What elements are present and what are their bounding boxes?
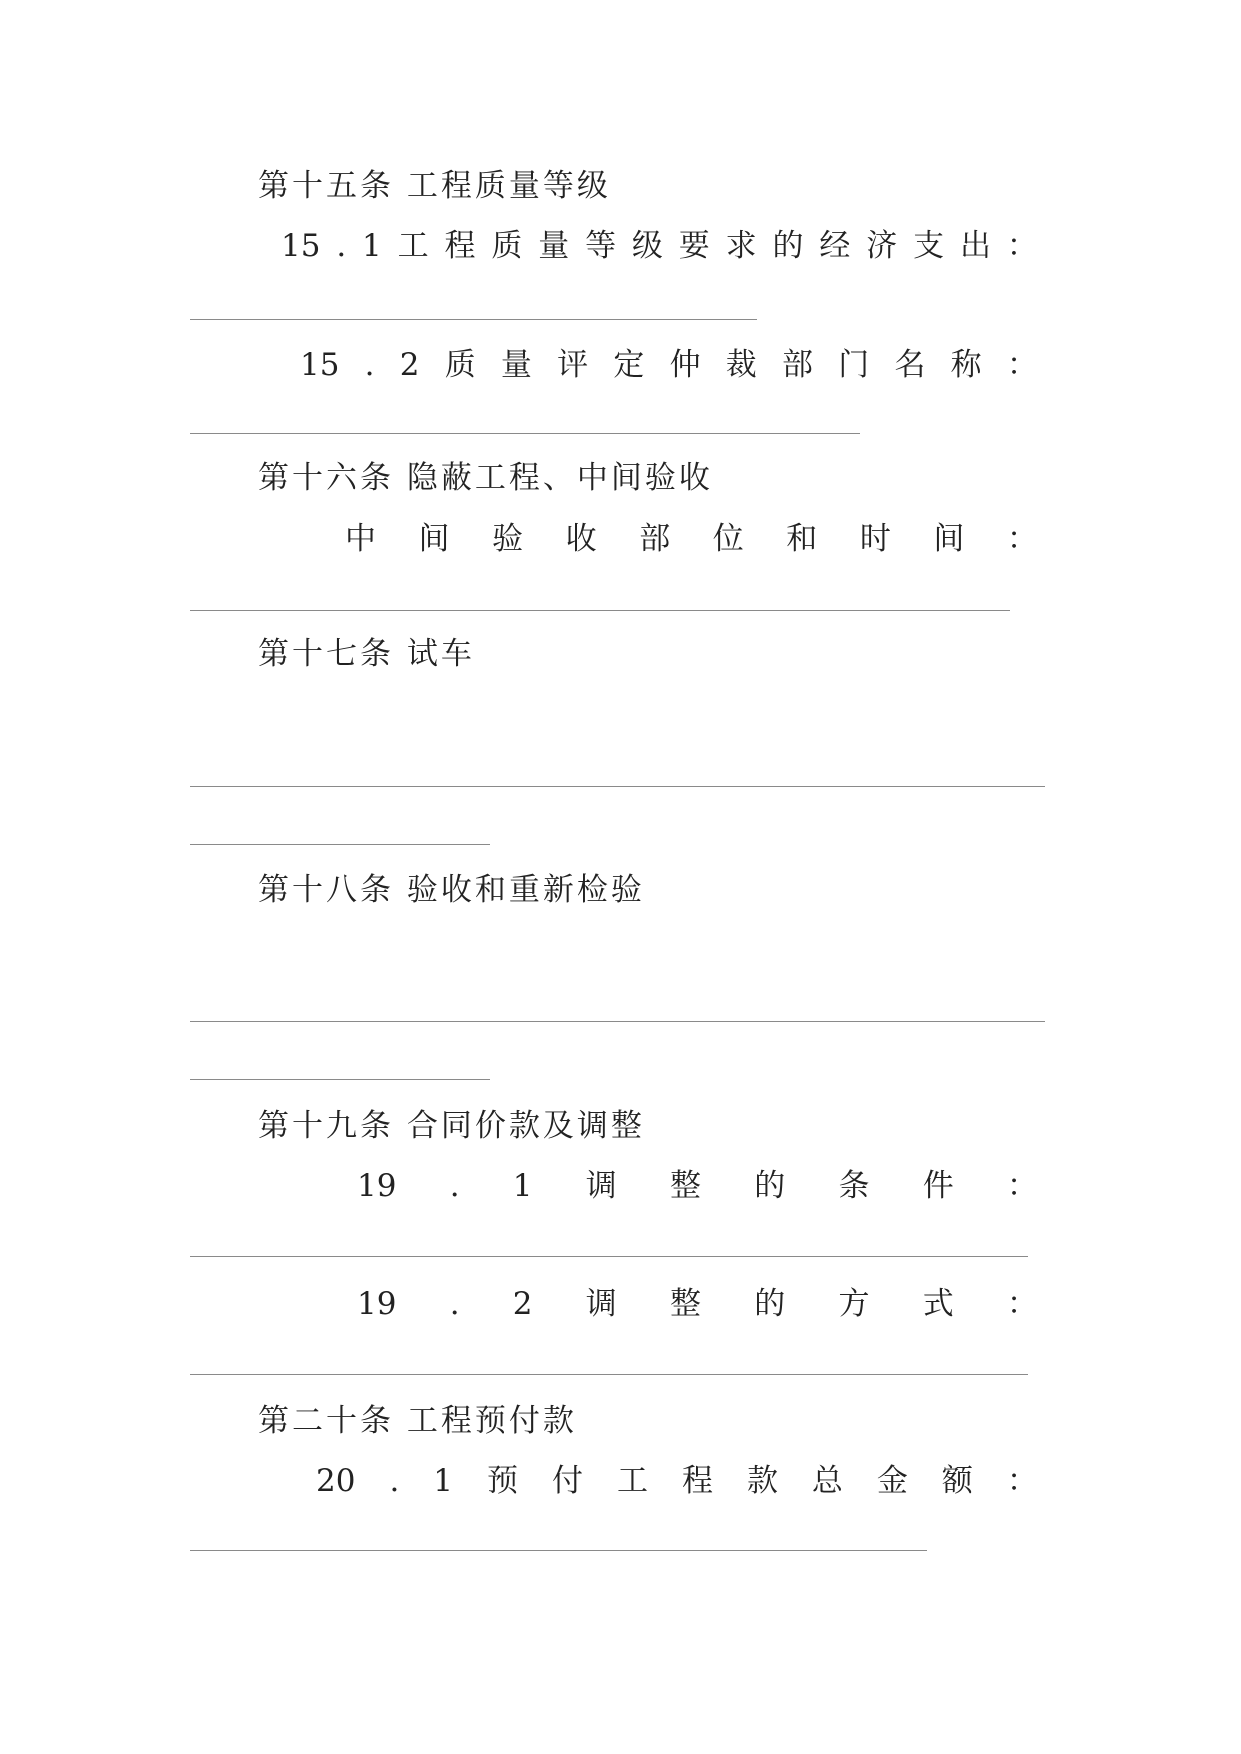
section-20-heading: 第二十条 工程预付款: [258, 1403, 577, 1439]
text-fragment: 条: [838, 1168, 870, 1204]
section-15-item-1: [281, 226, 1038, 266]
text-fragment: 间: [933, 521, 965, 557]
text-fragment: .: [364, 347, 375, 383]
blank-line-18-2[interactable]: [190, 1079, 490, 1080]
section-19-item-1: [357, 1166, 1038, 1206]
text-fragment: 件: [922, 1168, 954, 1204]
text-fragment: 总: [811, 1463, 843, 1499]
text-fragment: 等: [585, 228, 617, 264]
text-fragment: 和: [786, 521, 818, 557]
section-17-heading: 第十七条 试车: [258, 636, 475, 672]
text-fragment: ：: [1006, 1168, 1038, 1204]
section-15-heading: 第十五条 工程质量等级: [258, 168, 611, 204]
text-fragment: 式: [922, 1286, 954, 1322]
text-fragment: 调: [585, 1286, 617, 1322]
text-fragment: 款: [746, 1463, 778, 1499]
section-16-item-1: [345, 519, 1038, 559]
blank-line-17-1[interactable]: [190, 786, 1045, 787]
blank-line-17-2[interactable]: [190, 844, 490, 845]
blank-line-19-1[interactable]: [190, 1256, 1028, 1257]
text-fragment: 位: [712, 521, 744, 557]
text-fragment: 中: [345, 521, 376, 557]
text-fragment: 1: [512, 1168, 533, 1204]
text-fragment: 调: [585, 1168, 617, 1204]
text-fragment: 支: [913, 228, 945, 264]
text-fragment: 工: [397, 228, 429, 264]
text-fragment: 质: [444, 347, 476, 383]
text-fragment: 质: [491, 228, 523, 264]
text-fragment: .: [336, 228, 347, 264]
text-fragment: ：: [1006, 1286, 1038, 1322]
text-fragment: 金: [876, 1463, 908, 1499]
text-fragment: 19: [357, 1286, 397, 1322]
text-fragment: 仲: [669, 347, 701, 383]
text-fragment: .: [449, 1168, 460, 1204]
text-fragment: 20: [316, 1463, 356, 1499]
text-fragment: 量: [500, 347, 532, 383]
blank-line-18-1[interactable]: [190, 1021, 1045, 1022]
text-fragment: 门: [838, 347, 870, 383]
text-fragment: ：: [1006, 347, 1038, 383]
section-16-heading: 第十六条 隐蔽工程、中间验收: [258, 460, 713, 496]
section-19-heading: 第十九条 合同价款及调整: [258, 1108, 645, 1144]
text-fragment: 2: [399, 347, 420, 383]
text-fragment: 的: [754, 1286, 786, 1322]
text-fragment: 评: [557, 347, 589, 383]
blank-line-15-1[interactable]: [190, 319, 757, 320]
text-fragment: 收: [565, 521, 597, 557]
text-fragment: 间: [418, 521, 450, 557]
text-fragment: 裁: [725, 347, 757, 383]
section-20-item-1: [316, 1461, 1038, 1501]
text-fragment: 工: [616, 1463, 648, 1499]
text-fragment: 名: [894, 347, 926, 383]
text-fragment: 1: [433, 1463, 454, 1499]
text-fragment: 时: [859, 521, 891, 557]
text-fragment: 定: [613, 347, 645, 383]
section-15-item-2: [300, 345, 1038, 385]
text-fragment: 求: [725, 228, 757, 264]
text-fragment: 要: [678, 228, 710, 264]
text-fragment: 预: [487, 1463, 518, 1499]
text-fragment: 称: [950, 347, 982, 383]
text-fragment: 额: [941, 1463, 973, 1499]
text-fragment: 19: [357, 1168, 397, 1204]
blank-line-19-2[interactable]: [190, 1374, 1028, 1375]
text-fragment: 程: [681, 1463, 713, 1499]
section-18-heading: 第十八条 验收和重新检验: [258, 872, 645, 908]
text-fragment: ：: [1006, 228, 1038, 264]
text-fragment: .: [389, 1463, 400, 1499]
text-fragment: 部: [782, 347, 814, 383]
text-fragment: ：: [1006, 1463, 1038, 1499]
section-19-item-2: [357, 1284, 1038, 1324]
text-fragment: 1: [362, 228, 382, 264]
text-fragment: 出: [959, 228, 991, 264]
text-fragment: 济: [866, 228, 898, 264]
text-fragment: 验: [492, 521, 524, 557]
blank-line-20-1[interactable]: [190, 1550, 927, 1551]
text-fragment: 整: [669, 1168, 701, 1204]
text-fragment: 2: [512, 1286, 533, 1322]
text-fragment: 部: [639, 521, 671, 557]
text-fragment: ：: [1006, 521, 1038, 557]
text-fragment: 经: [819, 228, 851, 264]
text-fragment: 方: [838, 1286, 870, 1322]
text-fragment: 程: [444, 228, 476, 264]
text-fragment: 的: [754, 1168, 786, 1204]
text-fragment: 整: [669, 1286, 701, 1322]
text-fragment: 量: [538, 228, 570, 264]
blank-line-16-1[interactable]: [190, 610, 1010, 611]
text-fragment: 15: [300, 347, 340, 383]
text-fragment: 15: [281, 228, 321, 264]
text-fragment: 级: [631, 228, 663, 264]
text-fragment: 付: [551, 1463, 583, 1499]
text-fragment: .: [449, 1286, 460, 1322]
text-fragment: 的: [772, 228, 804, 264]
blank-line-15-2[interactable]: [190, 433, 860, 434]
